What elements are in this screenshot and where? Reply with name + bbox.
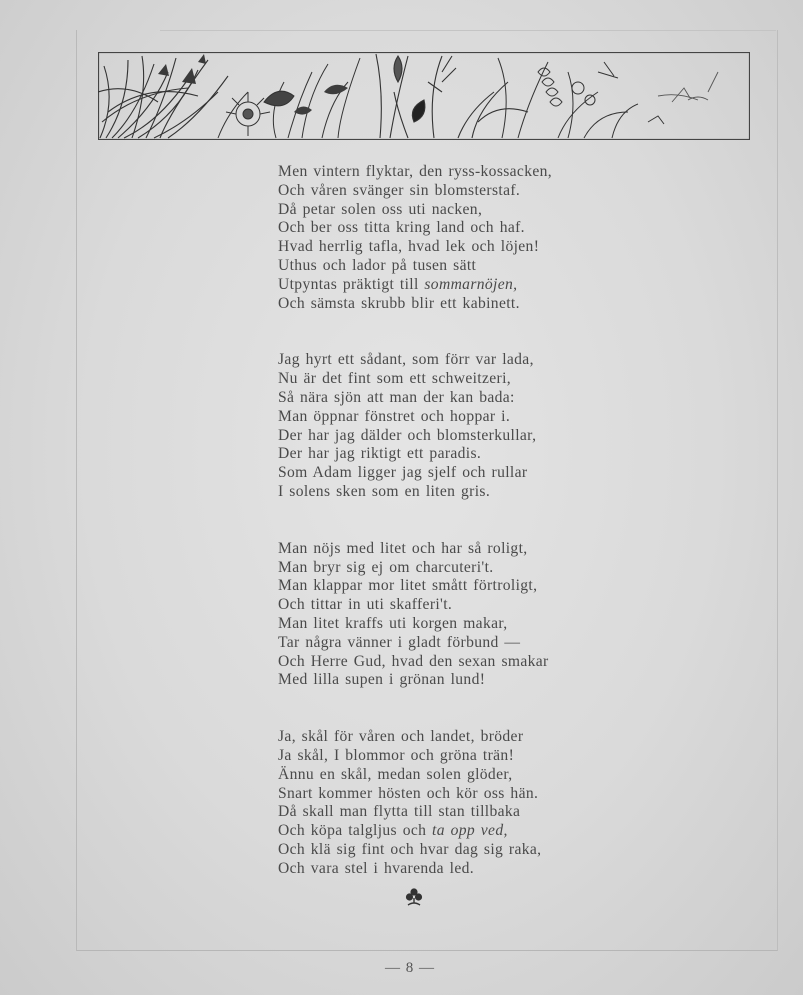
- flower-banner-drawing: [98, 52, 750, 140]
- stanza-1: [278, 163, 598, 313]
- poem-line: Man litet kraffs uti korgen makar,: [278, 614, 508, 632]
- poem-line: I solens sken som en liten gris.: [278, 482, 491, 500]
- poem-line: Och vara stel i hvarenda led.: [278, 859, 475, 877]
- poem-line: Ännu en skål, medan solen glöder,: [278, 765, 513, 783]
- poem-line: Med lilla supen i grönan lund!: [278, 671, 486, 689]
- poem-line: Men vintern flyktar, den ryss-kossacken,: [278, 163, 553, 180]
- stanza-3: [278, 540, 598, 690]
- poem-line: Ja, skål för våren och landet, bröder: [278, 728, 524, 746]
- poem-line: Der har jag dälder och blomsterkullar,: [278, 426, 537, 444]
- page-number: — 8 —: [385, 960, 435, 976]
- poem-line: Och sämsta skrubb blir ett kabinett.: [278, 294, 520, 312]
- poem-line: Tar några vänner i gladt förbund —: [278, 633, 521, 651]
- page-frame-top: [160, 30, 776, 31]
- poem-line: Och Herre Gud, hvad den sexan smakar: [278, 652, 549, 670]
- poem-line: Och klä sig fint och hvar dag sig raka,: [278, 840, 542, 858]
- poem-line: Och tittar in uti skafferi't.: [278, 596, 453, 614]
- poem-line: Man nöjs med litet och har så roligt,: [278, 539, 528, 557]
- poem-text: [278, 163, 598, 917]
- poem-line: Man öppnar fönstret och hoppar i.: [278, 407, 511, 425]
- poem-line: Och våren svänger sin blomsterstaf.: [278, 181, 521, 199]
- poem-line: Ja skål, I blommor och gröna trän!: [278, 746, 515, 764]
- poem-line: Utpyntas präktigt till sommarnöjen,: [278, 275, 518, 293]
- poem-line: Jag hyrt ett sådant, som förr var lada,: [278, 351, 534, 369]
- poem-line: Och köpa talgljus och ta opp ved,: [278, 822, 508, 840]
- botanical-illustration-banner: [98, 52, 750, 140]
- poem-line: Uthus och lador på tusen sätt: [278, 256, 477, 274]
- poem-line: Man bryr sig ej om charcuteri't.: [278, 558, 494, 576]
- trefoil-ornament-icon: [404, 886, 424, 908]
- poem-line: Hvad herrlig tafla, hvad lek och löjen!: [278, 238, 540, 256]
- poem-line: Då petar solen oss uti nacken,: [278, 200, 483, 218]
- poem-line: Som Adam ligger jag sjelf och rullar: [278, 464, 528, 482]
- poem-line: Så nära sjön att man der kan bada:: [278, 388, 515, 406]
- poem-line: Man klappar mor litet smått förtroligt,: [278, 577, 538, 595]
- stanza-4: [278, 728, 598, 878]
- poem-line: Snart kommer hösten och kör oss hän.: [278, 784, 539, 802]
- poem-line: Der har jag riktigt ett paradis.: [278, 445, 482, 463]
- poem-line: Nu är det fint som ett schweitzeri,: [278, 370, 511, 388]
- poem-line: Då skall man flytta till stan tillbaka: [278, 803, 521, 821]
- stanza-2: [278, 351, 598, 501]
- poem-line: Och ber oss titta kring land och haf.: [278, 219, 525, 237]
